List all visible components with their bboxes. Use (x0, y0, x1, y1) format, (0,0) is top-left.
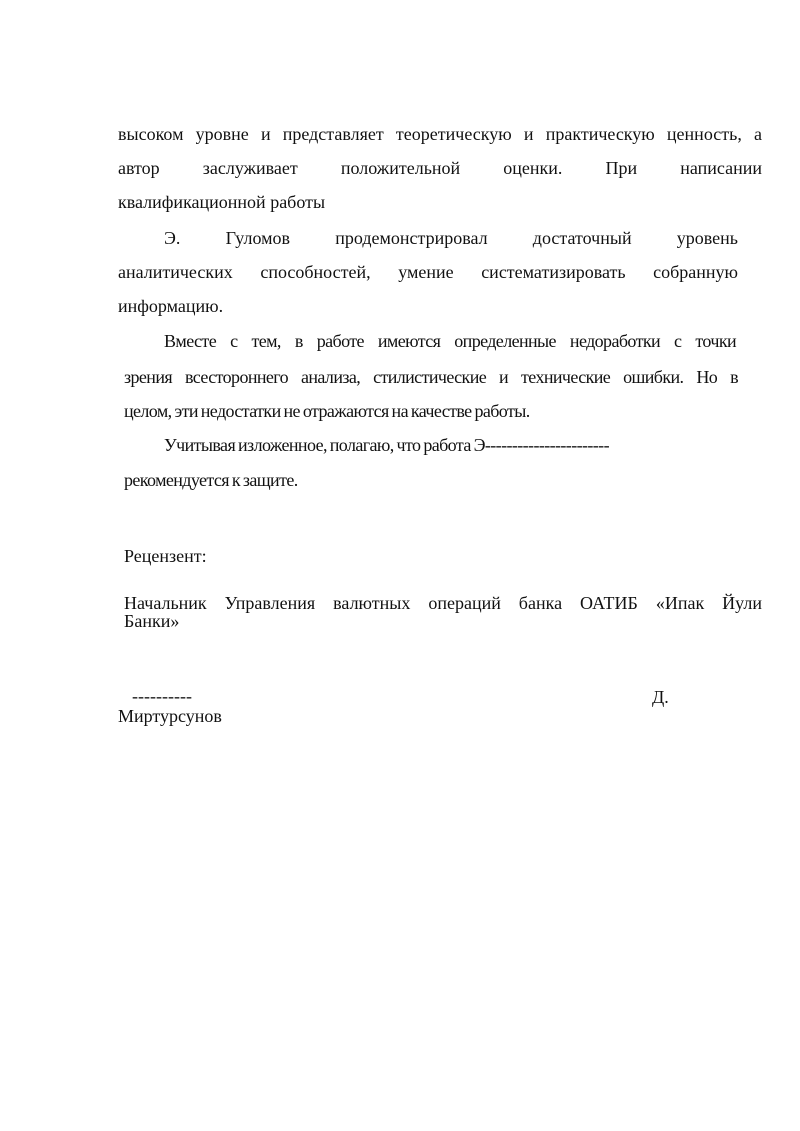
paragraph-2-line-1: Э. Гуломов продемонстрировал достаточный уровень (164, 228, 738, 248)
paragraph-1-line-2: автор заслуживает положительной оценки. При написании (118, 158, 762, 178)
paragraph-2-line-3: информацию. (118, 296, 224, 316)
reviewer-surname: Миртурсунов (118, 706, 222, 726)
reviewer-position-line-1: Начальник Управления валютных операций банка ОАТИБ «Ипак Йули (124, 593, 762, 613)
paragraph-4-line-2: рекомендуется к защите. (124, 470, 298, 490)
reviewer-label: Рецензент: (124, 546, 207, 566)
paragraph-1-line-1: высоком уровне и представляет теоретическую и практическую ценность, а (118, 124, 762, 144)
reviewer-initial: Д. (652, 687, 669, 707)
signature-dashes: ---------- (132, 686, 192, 706)
reviewer-position-line-2: Банки» (124, 611, 180, 631)
paragraph-2-line-2: аналитических способностей, умение систематизировать собранную (118, 262, 738, 282)
paragraph-3-line-2: зрения всестороннего анализа, стилистические и технические ошибки. Но в (124, 367, 738, 387)
paragraph-4-line-1: Учитывая изложенное, полагаю, что работа Э----------------------- (164, 435, 609, 455)
paragraph-3-line-1: Вместе с тем, в работе имеются определенные недоработки с точки (164, 331, 736, 351)
paragraph-3-line-3: целом, эти недостатки не отражаются на качестве работы. (124, 401, 530, 421)
paragraph-1-line-3: квалификационной работы (118, 192, 326, 212)
